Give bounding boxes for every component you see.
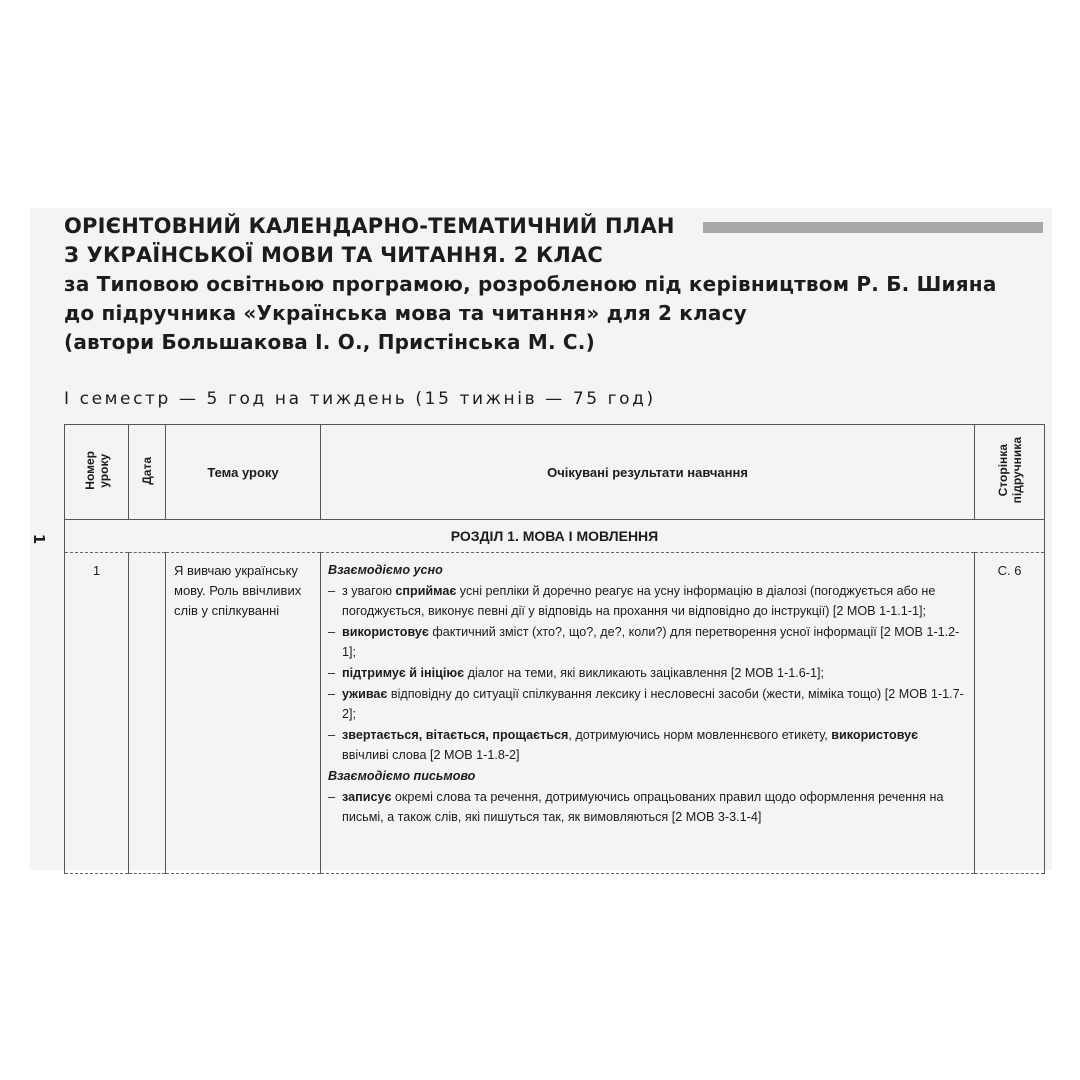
subheading-written: Взаємодіємо письмово <box>328 768 476 783</box>
title-line-1: ОРІЄНТОВНИЙ КАЛЕНДАРНО-ТЕМАТИЧНИЙ ПЛАН <box>64 214 675 238</box>
decorative-bar <box>703 222 1043 233</box>
plan-table <box>64 424 1045 874</box>
result-item: – уживає відповідну до ситуації спілкування лексику і несловесні засоби (жести, міміка тощо) [2 МОВ 1-1.7-2]; <box>328 686 964 722</box>
result-item: – записує окремі слова та речення, дотримуючись опрацьованих правил щодо оформлення речення на письмі, а також слів, які пишуться так, як вимовляються [2 МОВ 3-3.1-4] <box>328 789 944 825</box>
semester-heading: І семестр — 5 год на тиждень (15 тижнів — 75 год) <box>64 389 656 409</box>
title-line-5: (автори Большакова І. О., Пристінська М. С.) <box>64 330 595 354</box>
table-header-row <box>65 425 1045 520</box>
table-row <box>65 553 1045 874</box>
header-page: Сторінка підручника <box>975 425 1045 520</box>
result-item: – звертається, вітається, прощається, дотримуючись норм мовленнєвого етикету, використовує ввічливі слова [2 МОВ 1-1.8-2] <box>328 727 919 763</box>
result-item: – з увагою сприймає усні репліки й доречно реагує на усну інформацію в діалозі (погоджується або не погоджується, виконує певні дії у відповідь на прохання чи відповідно до інструкції) [2 МОВ 1-1.1-1]; <box>328 583 936 619</box>
textbook-page: С. 6 <box>975 553 1045 874</box>
section-title: РОЗДІЛ 1. МОВА І МОВЛЕННЯ <box>65 520 1045 553</box>
page-number: 1 <box>30 533 49 545</box>
lesson-date <box>129 553 166 874</box>
header-date: Дата <box>129 425 166 520</box>
lesson-number: 1 <box>65 553 129 874</box>
lesson-results <box>321 553 975 874</box>
title-line-3: за Типовою освітньою програмою, розробленою під керівництвом Р. Б. Шияна <box>64 272 997 296</box>
header-results: Очікувані результати навчання <box>321 425 975 520</box>
lesson-topic: Я вивчаю українську мову. Роль ввічливих слів у спілкуванні <box>166 553 321 874</box>
header-lesson-number: Номер уроку <box>65 425 129 520</box>
result-item: – використовує фактичний зміст (хто?, що?, де?, коли?) для перетворення усної інформації [2 МОВ 1-1.2-1]; <box>328 624 960 660</box>
section-row <box>65 520 1045 553</box>
title-line-2: З УКРАЇНСЬКОЇ МОВИ ТА ЧИТАННЯ. 2 КЛАС <box>64 243 604 267</box>
title-line-4: до підручника «Українська мова та читання» для 2 класу <box>64 301 747 325</box>
header-topic: Тема уроку <box>166 425 321 520</box>
result-item: – підтримує й ініціює діалог на теми, які викликають зацікавлення [2 МОВ 1-1.6-1]; <box>328 665 824 680</box>
document-title <box>64 212 997 357</box>
subheading-oral: Взаємодіємо усно <box>328 563 443 577</box>
